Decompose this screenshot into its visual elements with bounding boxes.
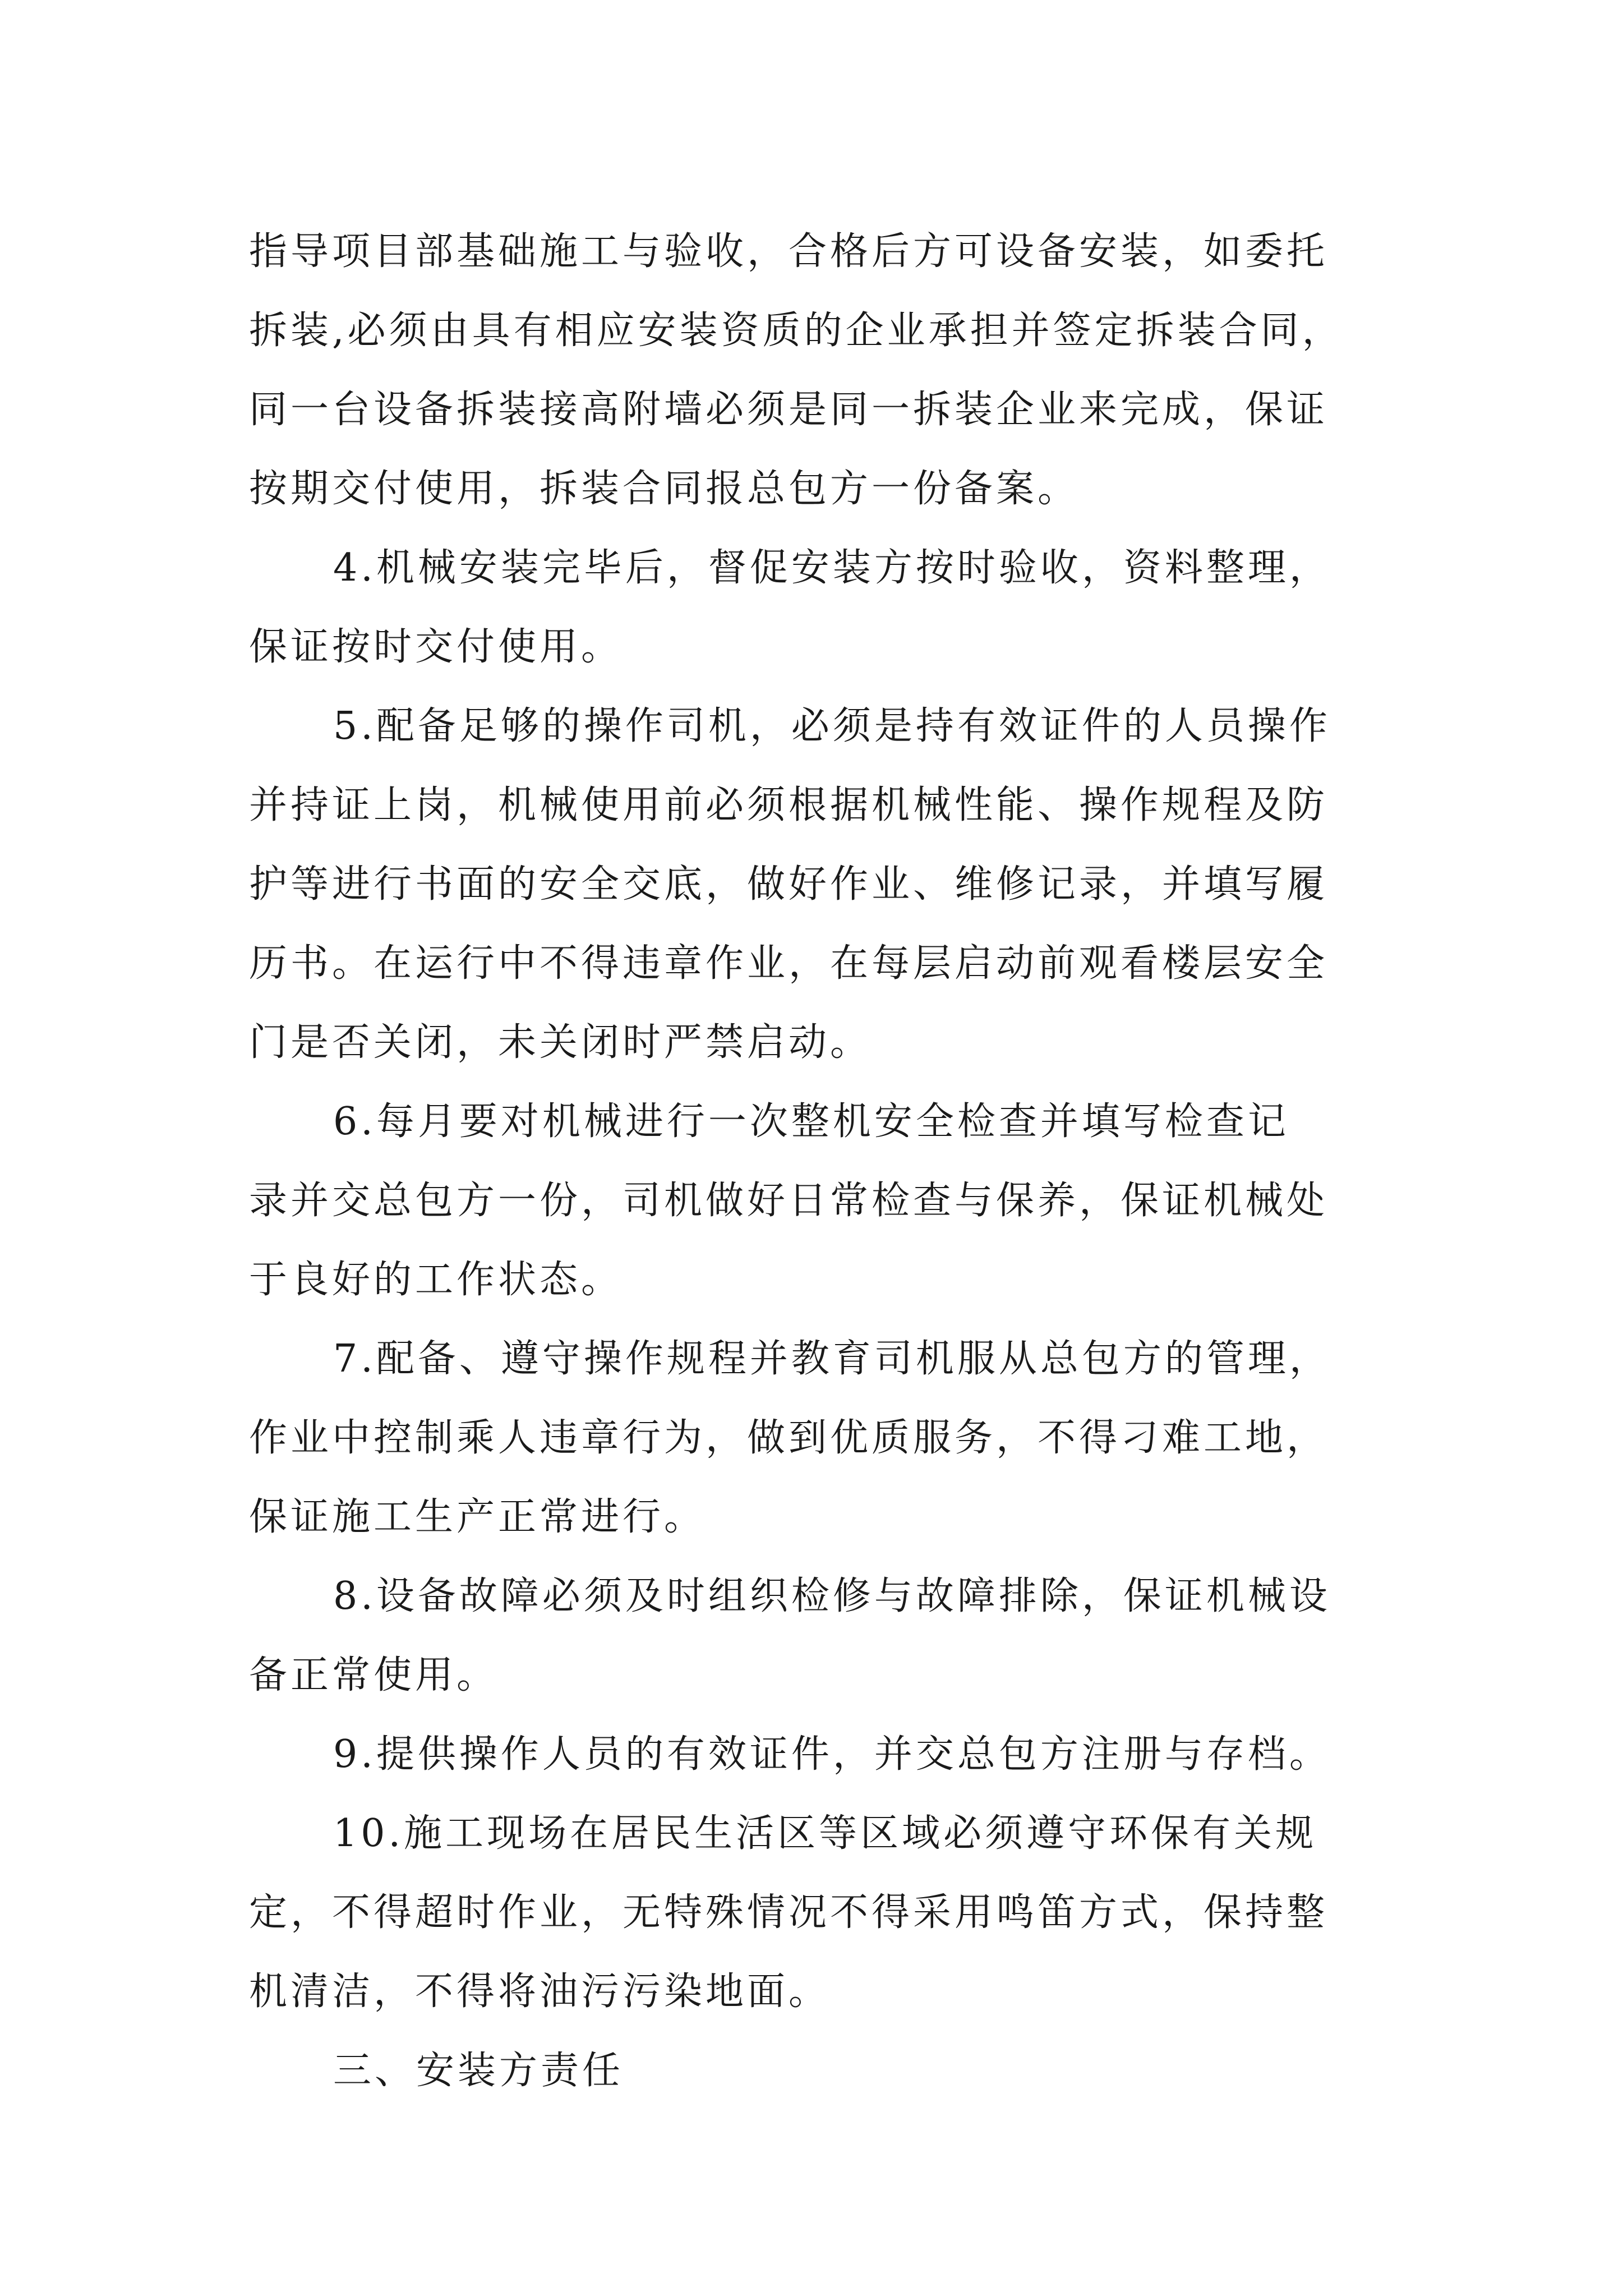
text-line: 指导项目部基础施工与验收，合格后方可设备安装，如委托 bbox=[249, 229, 1329, 274]
text-line: 录并交总包方一份，司机做好日常检查与保养，保证机械处 bbox=[249, 1179, 1329, 1223]
text-line: 门是否关闭，未关闭时严禁启动。 bbox=[249, 1020, 872, 1065]
paragraph-start-item-9: 9.提供操作人员的有效证件，并交总包方注册与存档。 bbox=[333, 1732, 1331, 1777]
paragraph-start-item-7: 7.配备、遵守操作规程并教育司机服从总包方的管理， bbox=[333, 1337, 1331, 1381]
text-line: 保证按时交付使用。 bbox=[249, 625, 623, 669]
text-line: 作业中控制乘人违章行为，做到优质服务，不得刁难工地， bbox=[249, 1416, 1329, 1460]
paragraph-start-item-6: 6.每月要对机械进行一次整机安全检查并填写检查记 bbox=[333, 1099, 1289, 1144]
text-line: 同一台设备拆装接高附墙必须是同一拆装企业来完成，保证 bbox=[249, 388, 1329, 432]
paragraph-start-item-5: 5.配备足够的操作司机，必须是持有效证件的人员操作 bbox=[333, 704, 1331, 748]
text-line: 于良好的工作状态。 bbox=[249, 1258, 623, 1302]
text-line: 按期交付使用，拆装合同报总包方一份备案。 bbox=[249, 467, 1080, 511]
paragraph-start-item-4: 4.机械安装完毕后，督促安装方按时验收，资料整理， bbox=[333, 546, 1331, 590]
paragraph-start-item-8: 8.设备故障必须及时组织检修与故障排除，保证机械设 bbox=[333, 1574, 1331, 1618]
text-line: 历书。在运行中不得违章作业，在每层启动前观看楼层安全 bbox=[249, 941, 1329, 986]
paragraph-start-item-10: 10.施工现场在居民生活区等区域必须遵守环保有关规 bbox=[333, 1811, 1317, 1856]
document-body bbox=[249, 212, 1382, 2110]
text-line: 备正常使用。 bbox=[249, 1653, 499, 1697]
text-line: 护等进行书面的安全交底，做好作业、维修记录，并填写履 bbox=[249, 862, 1329, 907]
text-line: 机清洁，不得将油污污染地面。 bbox=[249, 1970, 831, 2014]
text-line: 定，不得超时作业，无特殊情况不得采用鸣笛方式，保持整 bbox=[249, 1890, 1329, 1935]
text-line: 保证施工生产正常进行。 bbox=[249, 1495, 706, 1539]
text-line: 并持证上岗，机械使用前必须根据机械性能、操作规程及防 bbox=[249, 783, 1329, 827]
section-heading: 三、安装方责任 bbox=[333, 2049, 624, 2093]
text-line: 拆装,必须由具有相应安装资质的企业承担并签定拆装合同， bbox=[249, 309, 1344, 353]
